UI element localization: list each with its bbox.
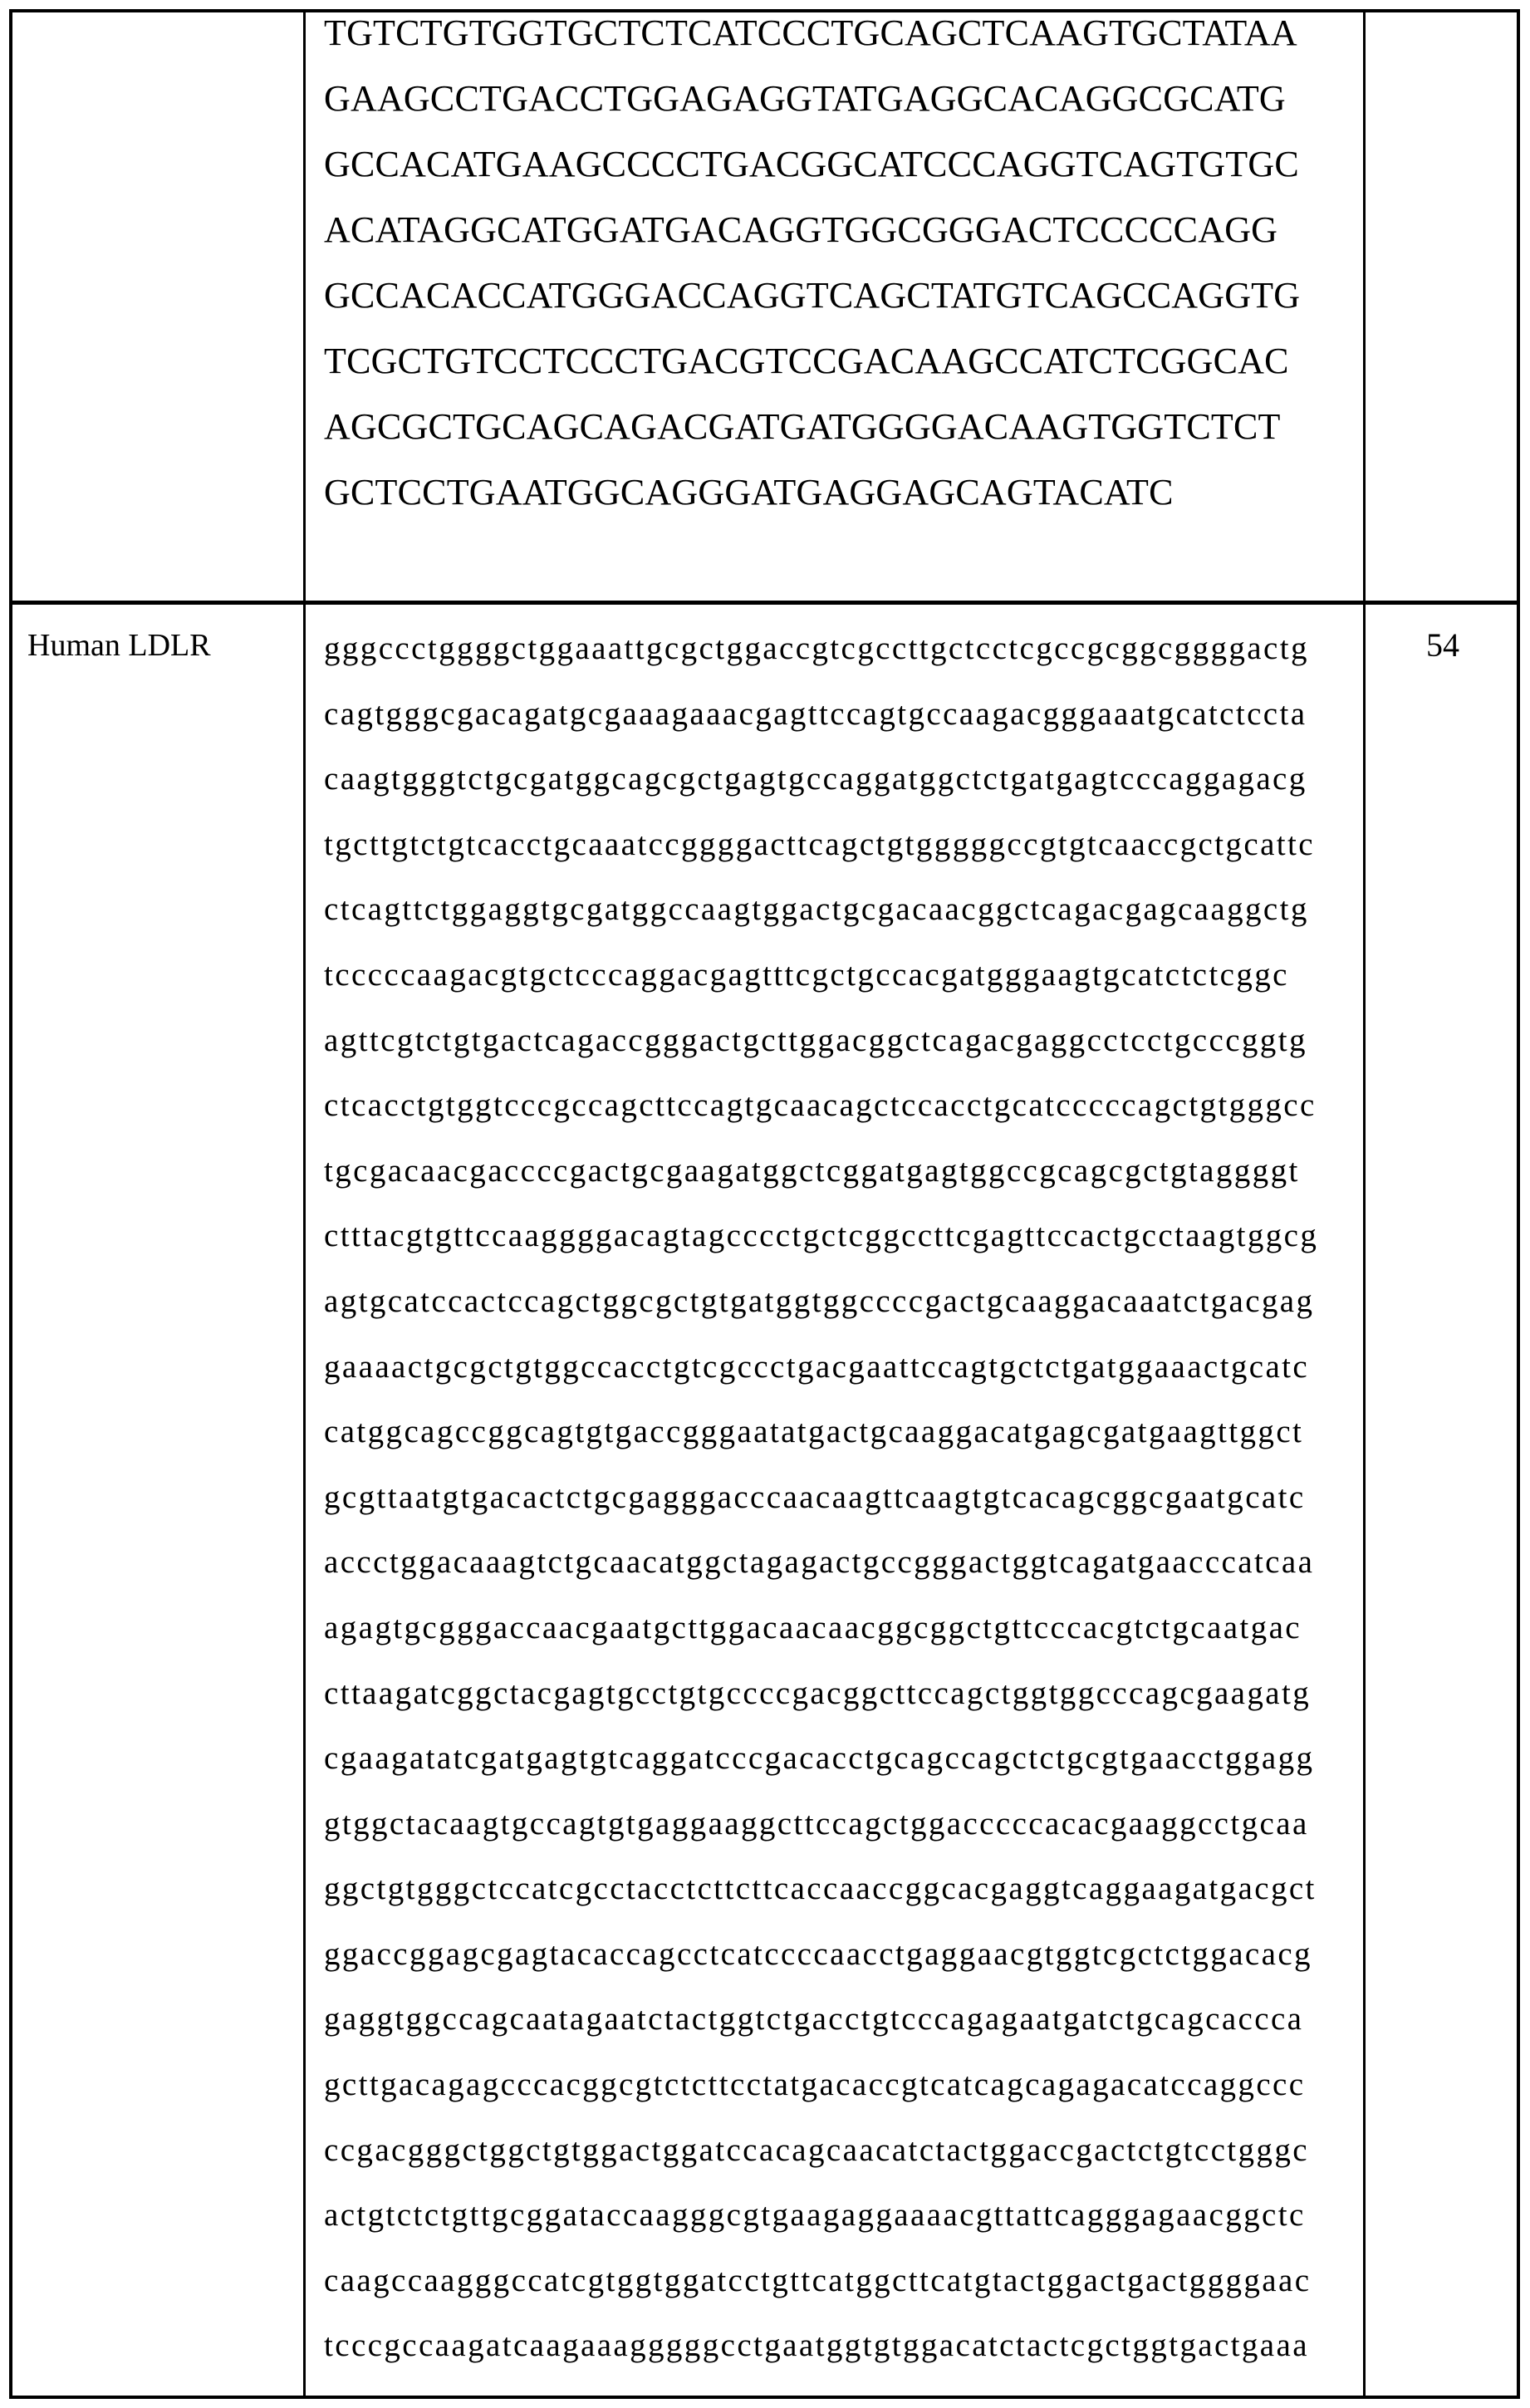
sequence-line: ggctgtgggctccatcgcctacctcttcttcaccaaccggcacgaggtcaggaagatgacgct [324, 1871, 1317, 1907]
sequence-line: actgtctctgttgcggataccaagggcgtgaagaggaaaacgttattcagggagaacggctc [324, 2197, 1306, 2234]
sequence-line: GCTCCTGAATGGCAGGGATGAGGAGCAGTACATC [324, 472, 1174, 512]
sequence-line: ctcagttctggaggtgcgatggccaagtggactgcgacaacggctcagacgagcaaggctg [324, 891, 1309, 928]
sequence-line: TGTCTGTGGTGCTCTCATCCCTGCAGCTCAAGTGCTATAA [324, 12, 1297, 53]
column-divider-sequence-id [1363, 9, 1366, 2399]
sequence-line: gtggctacaagtgccagtgtgaggaaggcttccagctggacccccacacgaaggcctgcaa [324, 1805, 1309, 1842]
sequence-line: gcttgacagagcccacggcgtctcttcctatgacaccgtcatcagcagagacatccaggccc [324, 2067, 1306, 2103]
sequence-line: agtgcatccactccagctggcgctgtgatggtggccccgactgcaaggacaaatctgacgag [324, 1282, 1315, 1319]
sequence-line: GCCACACCATGGGACCAGGTCAGCTATGTCAGCCAGGTG [324, 275, 1301, 316]
sequence-cell [324, 616, 1318, 2379]
sequence-line: gcgttaatgtgacactctgcgagggacccaacaagttcaagtgtcacagcggcgaatgcatc [324, 1479, 1306, 1515]
sequence-line: accctggacaaagtctgcaacatggctagagactgccgggactggtcagatgaacccatcaa [324, 1544, 1315, 1581]
sequence-id-number: 54 [1426, 626, 1459, 664]
sequence-line: caagccaagggccatcgtggtggatcctgttcatggcttcatgtactggactgactggggaac [324, 2262, 1312, 2298]
sequence-cell [324, 0, 1300, 525]
sequence-line: ctcacctgtggtcccgccagcttccagtgcaacagctccacctgcatcccccagctgtgggcc [324, 1087, 1317, 1124]
sequence-line: tcccccaagacgtgctcccaggacgagtttcgctgccacgatgggaagtgcatctctcggc [324, 956, 1289, 993]
row-divider [9, 601, 1520, 605]
sequence-line: gaaaactgcgctgtggccacctgtcgccctgacgaattccagtgctctgatggaaactgcatc [324, 1348, 1310, 1385]
sequence-line: ggaccggagcgagtacaccagcctcatccccaacctgaggaacgtggtcgctctggacacg [324, 1935, 1312, 1972]
sequence-line: AGCGCTGCAGCAGACGATGATGGGGACAAGTGGTCTCT [324, 406, 1281, 447]
sequence-line: gggccctggggctggaaattgcgctggaccgtcgccttgctcctcgccgcggcggggactg [324, 630, 1309, 666]
sequence-line: tgcgacaacgaccccgactgcgaagatggctcggatgagtggccgcagcgctgtaggggt [324, 1152, 1300, 1189]
sequence-name: Human LDLR [27, 628, 211, 663]
sequence-line: tcccgccaagatcaagaaagggggcctgaatggtgtggacatctactcgctggtgactgaaa [324, 2327, 1309, 2364]
sequence-line: gaggtggccagcaatagaatctactggtctgacctgtcccagagaatgatctgcagcaccca [324, 2001, 1304, 2038]
sequence-line: ctttacgtgttccaaggggacagtagcccctgctcggccttcgagttccactgcctaagtggcg [324, 1218, 1319, 1254]
sequence-line: cagtgggcgacagatgcgaaagaaacgagttccagtgccaagacgggaaatgcatctccta [324, 695, 1307, 732]
sequence-line: GCCACATGAAGCCCCTGACGGCATCCCAGGTCAGTGTGC [324, 144, 1299, 184]
sequence-line: TCGCTGTCCTCCCTGACGTCCGACAAGCCATCTCGGCAC [324, 341, 1289, 381]
sequence-line: caagtgggtctgcgatggcagcgctgagtgccaggatggctctgatgagtcccaggagacg [324, 761, 1307, 797]
sequence-line: cgaagatatcgatgagtgtcaggatcccgacacctgcagccagctctgcgtgaacctggagg [324, 1740, 1315, 1777]
sequence-line: tgcttgtctgtcacctgcaaatccggggacttcagctgtgggggccgtgtcaaccgctgcattc [324, 826, 1315, 862]
sequence-line: ACATAGGCATGGATGACAGGTGGCGGGACTCCCCCAGG [324, 209, 1278, 250]
sequence-line: GAAGCCTGACCTGGAGAGGTATGAGGCACAGGCGCATG [324, 78, 1286, 119]
sequence-line: agagtgcgggaccaacgaatgcttggacaacaacggcggctgttcccacgtctgcaatgac [324, 1609, 1302, 1645]
column-divider-name-sequence [303, 9, 306, 2399]
sequence-line: cttaagatcggctacgagtgcctgtgccccgacggcttccagctggtggcccagcgaagatg [324, 1675, 1312, 1711]
sequence-line: ccgacgggctggctgtggactggatccacagcaacatctactggaccgactctgtcctgggc [324, 2131, 1309, 2168]
sequence-line: catggcagccggcagtgtgaccgggaatatgactgcaaggacatgagcgatgaagttggct [324, 1414, 1304, 1450]
sequence-line: agttcgtctgtgactcagaccgggactgcttggacggctcagacgaggcctcctgcccggtg [324, 1022, 1307, 1058]
